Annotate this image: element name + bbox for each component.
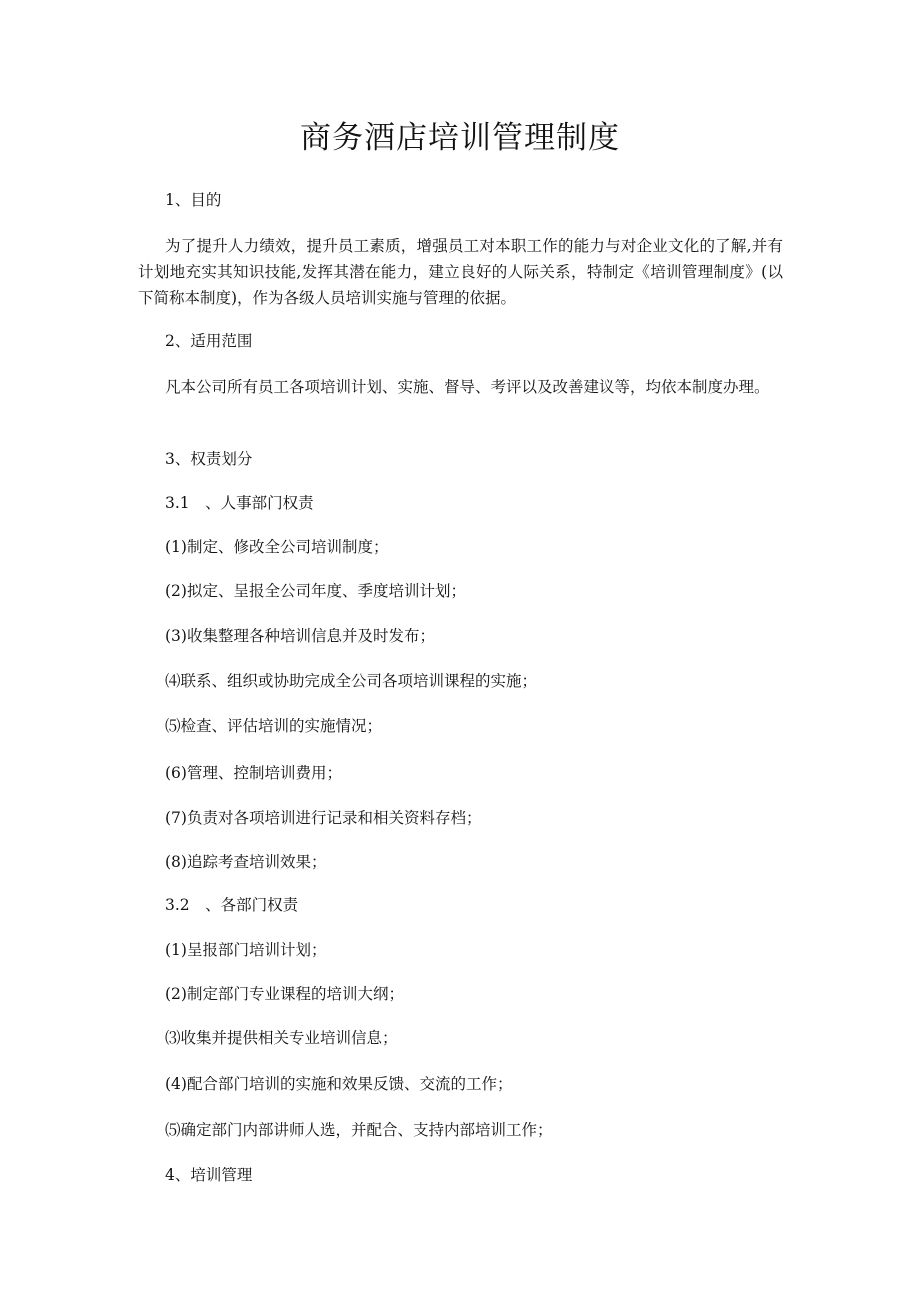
section-heading-purpose: 1、目的 bbox=[165, 191, 222, 209]
list-item: (4)配合部门培训的实施和效果反馈、交流的工作； bbox=[165, 1075, 513, 1093]
list-item: ⑶收集并提供相关专业培训信息； bbox=[165, 1029, 398, 1047]
list-item: (2)制定部门专业课程的培训大纲； bbox=[165, 985, 404, 1003]
list-item: ⑸确定部门内部讲师人选，并配合、支持内部培训工作； bbox=[165, 1121, 553, 1139]
section-heading-responsibilities: 3、权责划分 bbox=[165, 450, 253, 468]
list-item: ⑸检查、评估培训的实施情况； bbox=[165, 717, 383, 735]
subsection-heading-hr: 3.1 、人事部门权责 bbox=[165, 494, 314, 512]
list-item: (6)管理、控制培训费用； bbox=[165, 764, 342, 782]
list-item: (3)收集整理各种培训信息并及时发布； bbox=[165, 627, 435, 645]
section-heading-scope: 2、适用范围 bbox=[165, 332, 253, 350]
list-item: ⑷联系、组织或协助完成全公司各项培训课程的实施； bbox=[165, 672, 538, 690]
list-item: (8)追踪考查培训效果； bbox=[165, 853, 327, 871]
list-item: (1)呈报部门培训计划； bbox=[165, 941, 327, 959]
purpose-paragraph: 为了提升人力绩效，提升员工素质，增强员工对本职工作的能力与对企业文化的了解,并有计划地充实其知识技能,发挥其潜在能力，建立良好的人际关系，特制定《培训管理制度》(以下简称本制度)，作为各级人员培训实施与管理的依据。 bbox=[138, 237, 783, 307]
section-heading-training-management: 4、培训管理 bbox=[165, 1166, 253, 1184]
document-title: 商务酒店培训管理制度 bbox=[300, 120, 620, 156]
list-item: (1)制定、修改全公司培训制度； bbox=[165, 538, 389, 556]
list-item: (2)拟定、呈报全公司年度、季度培训计划； bbox=[165, 582, 466, 600]
subsection-heading-departments: 3.2 、各部门权责 bbox=[165, 896, 299, 914]
list-item: (7)负责对各项培训进行记录和相关资料存档； bbox=[165, 809, 482, 827]
scope-paragraph: 凡本公司所有员工各项培训计划、实施、督导、考评以及改善建议等，均依本制度办理。 bbox=[165, 378, 770, 396]
